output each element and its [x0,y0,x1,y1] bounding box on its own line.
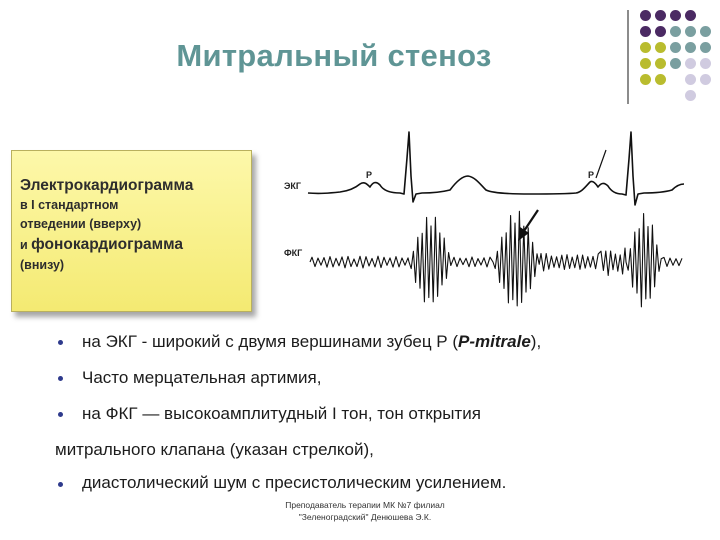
item-text: Часто мерцательная артимия, [82,368,322,387]
callout-line-pcg [20,234,243,256]
decorative-dot [685,42,696,53]
decorative-dot [640,42,651,53]
bullet-icon [58,340,63,345]
list-item [55,367,695,403]
decorative-dot [700,58,711,69]
decorative-dot-grid [640,10,720,114]
decorative-dot [670,10,681,21]
decorative-dot [655,42,666,53]
decorative-dot [655,26,666,37]
decorative-dot [700,74,711,85]
bullet-icon [58,412,63,417]
list-item [55,403,695,439]
item-text: на ЭКГ - широкий с двумя вершинами зубец Р ( [82,332,459,351]
decorative-dot [640,10,651,21]
callout-line-lead: в I стандартном [20,198,119,212]
decorative-dot [655,58,666,69]
decorative-dot [685,26,696,37]
pcg-label: ФКГ [284,248,303,258]
decorative-dot [640,58,651,69]
caption-callout-box [11,150,252,312]
callout-line-pcg-lead: и [20,238,32,252]
pcg-trace [310,211,682,306]
decorative-dot [700,42,711,53]
callout-line-pcg-rest: фонокардиограмма [31,236,184,253]
p-wave-label-left: P [366,170,373,180]
slide-footer [200,499,530,523]
bullet-icon [58,376,63,381]
decorative-dot [655,10,666,21]
list-item [55,473,506,493]
decorative-dot [685,74,696,85]
callout-line-bottom: (внизу) [20,258,65,272]
p-wave-label-right: P [588,170,595,180]
callout-line-position: отведении (вверху) [20,217,142,231]
item-text-end: ), [530,332,542,351]
decorative-dot [670,42,681,53]
item-text: на ФКГ — высокоамплитудный I тон, тон открытия [82,404,481,423]
decorative-dot [700,26,711,37]
decorative-dot [685,10,696,21]
bullet-icon [58,482,63,487]
pointer-line-p [596,150,606,178]
list-item-continuation: митрального клапана (указан стрелкой), [55,440,374,459]
decorative-dot [640,74,651,85]
decorative-dot [685,90,696,101]
ecg-pcg-figure [270,110,704,325]
ecg-label: ЭКГ [284,181,301,191]
decorative-dot [670,26,681,37]
footer-line-2: "Зеленоградский" Денюшева Э.К. [298,512,432,522]
findings-list [55,331,695,439]
list-item [55,331,695,367]
decorative-dot [640,26,651,37]
slide-title: Митральный стеноз [176,38,492,73]
decorative-dot [670,58,681,69]
callout-line-ecg: Электрокардиограмма [20,177,194,194]
footer-line-1: Преподаватель терапии МК №7 филиал [285,500,445,510]
decorative-dot [685,58,696,69]
ecg-trace [308,132,684,205]
item-emphasis: P-mitrale [458,332,531,351]
decorative-divider [627,10,629,104]
decorative-dot [655,74,666,85]
item-text: диастолический шум с пресистолическим усилением. [82,473,507,492]
